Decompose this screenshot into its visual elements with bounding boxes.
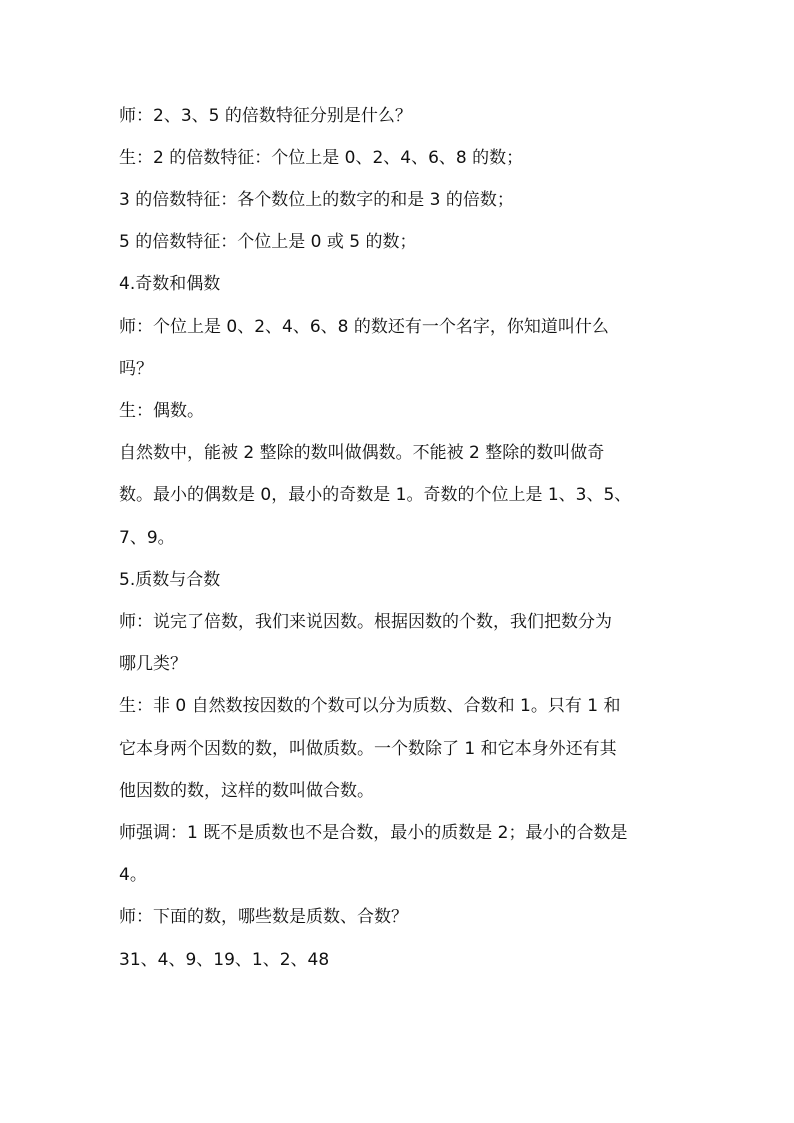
answer-prime-composite-end: 他因数的数，这样的数叫做合数。 bbox=[119, 781, 374, 801]
section-heading-odd-even: 4.奇数和偶数 bbox=[119, 274, 221, 294]
answer-prime-composite: 生：非 0 自然数按因数的个数可以分为质数、合数和 1。只有 1 和 bbox=[119, 696, 621, 716]
question-identify-primes: 师：下面的数，哪些数是质数、合数？ bbox=[119, 907, 408, 927]
definition-even-odd: 自然数中，能被 2 整除的数叫做偶数。不能被 2 整除的数叫做奇 bbox=[119, 443, 605, 463]
answer-prime-composite-continued: 它本身两个因数的数，叫做质数。一个数除了 1 和它本身外还有其 bbox=[119, 739, 617, 759]
teacher-emphasis: 师强调：1 既不是质数也不是合数，最小的质数是 2；最小的合数是 bbox=[119, 823, 628, 843]
definition-even-odd-continued: 数。最小的偶数是 0，最小的奇数是 1。奇数的个位上是 1、3、5、 bbox=[119, 485, 632, 505]
question-factor-classification: 师：说完了倍数，我们来说因数。根据因数的个数，我们把数分为 bbox=[119, 612, 612, 632]
answer-even: 生：偶数。 bbox=[119, 401, 204, 421]
answer-multiples-of-2: 生：2 的倍数特征：个位上是 0、2、4、6、8 的数； bbox=[119, 148, 524, 168]
question-multiples-2-3-5: 师：2、3、5 的倍数特征分别是什么？ bbox=[119, 106, 412, 126]
rule-multiples-of-3: 3 的倍数特征：各个数位上的数字的和是 3 的倍数； bbox=[119, 190, 514, 210]
question-factor-classification-continued: 哪几类？ bbox=[119, 654, 187, 674]
rule-multiples-of-5: 5 的倍数特征：个位上是 0 或 5 的数； bbox=[119, 232, 417, 252]
section-heading-prime-composite: 5.质数与合数 bbox=[119, 570, 221, 590]
definition-even-odd-end: 7、9。 bbox=[119, 528, 175, 548]
question-even-name: 师：个位上是 0、2、4、6、8 的数还有一个名字，你知道叫什么 bbox=[119, 317, 609, 337]
teacher-emphasis-continued: 4。 bbox=[119, 865, 147, 885]
number-list: 31、4、9、19、1、2、48 bbox=[119, 950, 330, 970]
question-even-name-continued: 吗？ bbox=[119, 359, 153, 379]
